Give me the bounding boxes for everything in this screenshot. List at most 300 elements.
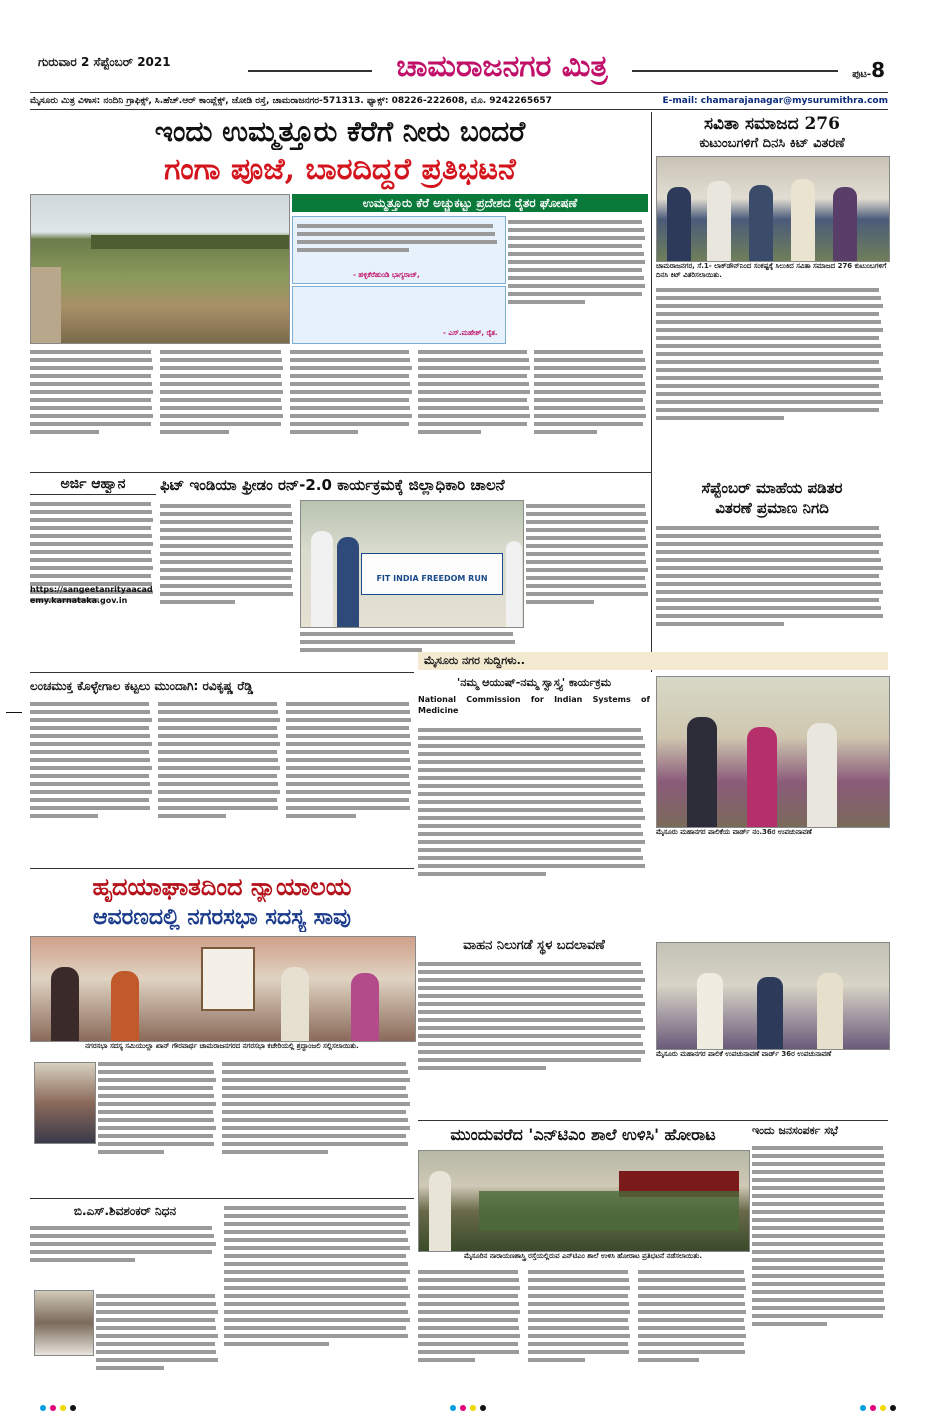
- text-line: [508, 300, 585, 304]
- text-line: [224, 1278, 406, 1282]
- text-line: [418, 350, 527, 354]
- text-line: [98, 1094, 214, 1098]
- text-line: [160, 544, 293, 548]
- ayush-headline: 'ನಮ್ಮ ಆಯುಷ್-ನಮ್ಮ ಸ್ವಾಸ್ತ್ಯ' ಕಾರ್ಯಕ್ರಮ: [456, 676, 612, 689]
- text-line: [30, 358, 152, 362]
- text-line: [528, 1294, 628, 1298]
- text-line: [30, 430, 99, 434]
- text-line: [96, 1366, 164, 1370]
- magenta-mark-right: [870, 1405, 876, 1411]
- text-line: [30, 550, 151, 554]
- text-line: [158, 750, 277, 754]
- text-line: [158, 798, 277, 802]
- text-line: [526, 536, 646, 540]
- cyan-mark-right: [860, 1405, 866, 1411]
- text-line: [656, 312, 879, 316]
- text-line: [752, 1290, 883, 1294]
- text-line: [508, 252, 644, 256]
- text-line: [656, 384, 879, 388]
- section-rule-1: [30, 472, 652, 473]
- text-line: [30, 350, 151, 354]
- text-line: [158, 814, 226, 818]
- text-line: [418, 800, 641, 804]
- nidhana-headline: ಬಿ.ಎಸ್.ಶಿವಶಂಕರ್ ನಿಧನ: [73, 1204, 177, 1218]
- fit-india-banner: [361, 553, 503, 595]
- text-line: [286, 774, 409, 778]
- text-line: [418, 864, 645, 868]
- text-line: [286, 750, 409, 754]
- lanchamukta-headline: ಲಂಚಮುಕ್ತ ಕೊಳ್ಳೇಗಾಲ ಕಟ್ಟಲು ಮುಂದಾಗಿ: ರವಿಕೃಷ್ಣ ರೆಡ್ಡಿ: [30, 679, 254, 693]
- text-line: [656, 376, 883, 380]
- fit-india-body-a: [160, 500, 296, 646]
- text-line: [160, 366, 283, 370]
- text-line: [656, 574, 879, 578]
- text-line: [158, 782, 278, 786]
- text-line: [30, 774, 149, 778]
- ntm-caption: ಮೈಸೂರಿನ ನಾರಾಯಣಶಾಸ್ತ್ರಿ ರಸ್ತೆಯಲ್ಲಿರುವ ಎನ್‌ಟಿಎಂ ಶಾಲೆ ಉಳಿಸಿ ಹೋರಾಟ ಪ್ರತಿಭಟನೆ ನಡೆಸಲಾಯಿತು.: [463, 1252, 703, 1260]
- text-line: [30, 558, 152, 562]
- portrait-frame: [201, 947, 255, 1011]
- person-figure-1: [667, 187, 691, 261]
- text-line: [418, 374, 527, 378]
- text-line: [418, 1358, 475, 1362]
- lead-body-col-a: [508, 216, 648, 342]
- nidhana-body: [30, 1222, 220, 1286]
- text-line: [752, 1234, 885, 1238]
- arji-body: [30, 498, 156, 646]
- text-line: [656, 296, 881, 300]
- text-line: [526, 576, 645, 580]
- nidhana-body-b: [96, 1290, 220, 1400]
- text-line: [30, 806, 150, 810]
- text-line: [418, 422, 527, 426]
- text-line: [526, 592, 648, 596]
- text-line: [656, 304, 883, 308]
- text-line: [98, 1126, 216, 1130]
- text-line: [224, 1262, 408, 1266]
- newspaper-title: ಚಾಮರಾಜನಗರ ಮಿತ್ರ: [372, 50, 632, 84]
- text-line: [96, 1302, 216, 1306]
- text-line: [286, 742, 411, 746]
- text-line: [96, 1294, 215, 1298]
- text-line: [752, 1298, 884, 1302]
- person-figure-3: [749, 185, 773, 261]
- text-line: [222, 1134, 406, 1138]
- text-line: [418, 848, 641, 852]
- text-line: [30, 782, 150, 786]
- text-line: [508, 236, 645, 240]
- lead-body-col-e: [418, 346, 532, 470]
- text-line: [418, 986, 641, 990]
- text-line: [752, 1274, 884, 1278]
- text-line: [534, 414, 646, 418]
- person-figure-2: [707, 181, 731, 261]
- person-figure-14: [757, 977, 783, 1049]
- text-line: [418, 816, 645, 820]
- text-line: [160, 430, 229, 434]
- text-line: [418, 728, 641, 732]
- text-line: [638, 1342, 744, 1346]
- text-line: [96, 1318, 215, 1322]
- text-line: [656, 542, 883, 546]
- text-line: [30, 566, 153, 570]
- text-line: [290, 414, 412, 418]
- jana-body: [752, 1142, 888, 1400]
- text-line: [534, 398, 643, 402]
- black-mark: [70, 1405, 76, 1411]
- text-line: [418, 752, 641, 756]
- text-line: [160, 592, 293, 596]
- text-line: [96, 1342, 215, 1346]
- text-line: [418, 1042, 643, 1046]
- text-line: [534, 382, 645, 386]
- text-line: [656, 408, 879, 412]
- text-line: [418, 390, 530, 394]
- page-label: ಪುಟ-: [852, 69, 872, 80]
- fit-india-photo: [300, 500, 524, 628]
- text-line: [30, 718, 152, 722]
- text-line: [752, 1250, 884, 1254]
- text-line: [752, 1314, 883, 1318]
- text-line: [528, 1270, 628, 1274]
- arji-url[interactable]: https://sangeetanrityaacademy.karnataka.gov.in: [30, 585, 153, 605]
- text-line: [30, 702, 149, 706]
- text-line: [222, 1062, 406, 1066]
- person-figure-10: [111, 971, 139, 1041]
- hrudaya-headline-1: ಹೃದಯಾಘಾತದಿಂದ ನ್ಯಾಯಾಲಯ: [92, 872, 352, 901]
- mysuru-campaign-photo-2: [656, 942, 890, 1050]
- text-line: [528, 1278, 629, 1282]
- text-line: [30, 374, 151, 378]
- text-line: [638, 1326, 745, 1330]
- text-line: [158, 734, 278, 738]
- ntm-body-a: [418, 1266, 522, 1400]
- text-line: [286, 702, 409, 706]
- text-line: [638, 1270, 744, 1274]
- text-line: [158, 710, 278, 714]
- text-line: [286, 718, 411, 722]
- text-line: [224, 1294, 410, 1298]
- savitha-headline-1: ಸವಿತಾ ಸಮಾಜದ 276: [704, 114, 840, 134]
- text-line: [160, 406, 282, 410]
- text-line: [98, 1062, 213, 1066]
- text-line: [418, 1318, 518, 1322]
- text-line: [30, 382, 152, 386]
- text-line: [752, 1258, 885, 1262]
- text-line: [30, 526, 151, 530]
- text-line: [224, 1230, 406, 1234]
- text-line: [418, 744, 645, 748]
- lead-headline-1: [40, 114, 640, 150]
- text-line: [96, 1334, 218, 1338]
- runner-figure-3: [506, 541, 522, 627]
- mysuru-photo-1-caption: ಮೈಸೂರು ಮಹಾನಗರ ಪಾಲಿಕೆಯ ವಾರ್ಡ್ ನಂ.36ರ ಉಪಚುನಾವಣೆ: [656, 828, 812, 836]
- person-figure-5: [833, 187, 857, 261]
- text-line: [30, 726, 149, 730]
- text-line: [534, 422, 643, 426]
- text-line: [418, 1286, 520, 1290]
- ntm-body-b: [528, 1266, 632, 1400]
- hrudaya-headline-2: ಆವರಣದಲ್ಲಿ ನಗರಸಭಾ ಸದಸ್ಯ ಸಾವು: [93, 904, 351, 930]
- text-line: [286, 782, 410, 786]
- savitha-photo: [656, 156, 890, 262]
- text-line: [297, 248, 409, 252]
- savitha-body: [656, 284, 888, 472]
- text-line: [638, 1294, 744, 1298]
- ntm-protest-photo: [418, 1150, 750, 1252]
- text-line: [300, 640, 515, 644]
- right-column-rule: [651, 112, 652, 672]
- text-line: [526, 504, 645, 508]
- text-line: [224, 1318, 410, 1322]
- person-figure-7: [747, 727, 777, 827]
- text-line: [286, 734, 410, 738]
- text-line: [528, 1342, 628, 1346]
- text-line: [418, 1034, 641, 1038]
- vehicle-headline: ವಾಹನ ನಿಲುಗಡೆ ಸ್ಥಳ ಬದಲಾವಣೆ: [463, 938, 605, 953]
- text-line: [222, 1150, 328, 1154]
- text-line: [418, 414, 530, 418]
- text-line: [418, 776, 641, 780]
- text-line: [158, 766, 280, 770]
- text-line: [418, 792, 645, 796]
- text-line: [286, 766, 411, 770]
- text-line: [638, 1350, 745, 1354]
- text-line: [30, 1242, 216, 1246]
- address-bar: [30, 92, 888, 110]
- text-line: [534, 406, 645, 410]
- runner-figure-1: [311, 531, 333, 627]
- cyan-mark-center: [450, 1405, 456, 1411]
- text-line: [222, 1070, 408, 1074]
- text-line: [752, 1210, 885, 1214]
- text-line: [290, 390, 412, 394]
- text-line: [656, 392, 881, 396]
- ayush-body: [418, 724, 650, 934]
- runner-figure-2: [337, 537, 359, 627]
- text-line: [30, 390, 153, 394]
- text-line: [222, 1118, 408, 1122]
- text-line: [160, 568, 293, 572]
- text-line: [656, 360, 879, 364]
- text-line: [160, 382, 282, 386]
- text-line: [638, 1318, 744, 1322]
- text-line: [158, 758, 278, 762]
- savitha-caption: ಚಾಮರಾಜನಗರ, ಸೆ.1- ಲಾಕ್‌ಡೌನ್‌ನಿಂದ ಸಂಕಷ್ಟಕ್ಕೆ ಸಿಲುಕಿದ ಸವಿತಾ ಸಮಾಜದ 276 ಕುಟುಂಬಗಳಿಗೆ ದಿನಸಿ ಕಿಟ್ ವಿತರಿಸಲಾಯಿತು.: [656, 262, 887, 279]
- text-line: [528, 1358, 585, 1362]
- text-line: [297, 240, 497, 244]
- text-line: [638, 1310, 746, 1314]
- text-line: [418, 978, 645, 982]
- hrudaya-photo: [30, 936, 416, 1042]
- hrudaya-body-c: [224, 1202, 414, 1400]
- text-line: [656, 416, 784, 420]
- text-line: [222, 1110, 406, 1114]
- text-line: [30, 1250, 212, 1254]
- text-line: [526, 528, 645, 532]
- fit-india-body-b: [526, 500, 650, 646]
- text-line: [30, 814, 98, 818]
- text-line: [656, 534, 881, 538]
- text-line: [160, 422, 281, 426]
- tree-line: [91, 235, 290, 249]
- text-line: [508, 244, 642, 248]
- member-portrait: [34, 1062, 96, 1144]
- text-line: [526, 544, 648, 548]
- text-line: [418, 808, 643, 812]
- text-line: [30, 414, 153, 418]
- section-rule-2: [30, 672, 414, 673]
- text-line: [290, 366, 412, 370]
- text-line: [418, 1010, 641, 1014]
- text-line: [418, 1270, 518, 1274]
- text-line: [418, 736, 643, 740]
- savitha-headline-2: ಕುಟುಂಬಗಳಿಗೆ ದಿನಸಿ ಕಿಟ್ ವಿತರಣೆ: [699, 136, 845, 151]
- text-line: [222, 1102, 410, 1106]
- hrudaya-body-a: [98, 1058, 218, 1196]
- text-line: [222, 1126, 410, 1130]
- text-line: [290, 382, 410, 386]
- quote-1-text: [297, 220, 501, 268]
- text-line: [224, 1214, 408, 1218]
- text-line: [158, 806, 278, 810]
- text-line: [752, 1162, 885, 1166]
- lead-subhead: ಉಮ್ಮತ್ತೂರು ಕೆರೆ ಅಚ್ಚುಕಟ್ಟು ಪ್ರದೇಶದ ರೈತರ ಘೋಷಣೆ: [292, 194, 648, 212]
- text-line: [418, 358, 529, 362]
- text-line: [418, 1066, 546, 1070]
- office-email: E-mail: chamarajanagar@mysurumithra.com: [662, 96, 888, 106]
- text-line: [526, 520, 648, 524]
- text-line: [30, 510, 152, 514]
- text-line: [224, 1326, 406, 1330]
- fold-mark: [6, 712, 22, 713]
- text-line: [752, 1194, 883, 1198]
- text-line: [418, 840, 645, 844]
- text-line: [526, 512, 646, 516]
- text-line: [160, 536, 292, 540]
- lead-body-col-d: [290, 346, 414, 470]
- text-line: [160, 584, 292, 588]
- text-line: [222, 1086, 406, 1090]
- text-line: [418, 366, 530, 370]
- text-line: [534, 374, 643, 378]
- text-line: [30, 742, 152, 746]
- text-line: [526, 584, 646, 588]
- text-line: [418, 1326, 519, 1330]
- text-line: [96, 1326, 216, 1330]
- text-line: [418, 1278, 519, 1282]
- text-line: [30, 518, 153, 522]
- text-line: [286, 710, 410, 714]
- text-line: [418, 1026, 645, 1030]
- text-line: [418, 856, 643, 860]
- text-line: [158, 718, 280, 722]
- text-line: [160, 398, 281, 402]
- text-line: [30, 422, 151, 426]
- lead-body-col-b: [30, 346, 156, 470]
- mysuru-news-label: ಮೈಸೂರು ನಗರ ಸುದ್ದಿಗಳು..: [424, 654, 525, 667]
- text-line: [98, 1086, 213, 1090]
- text-line: [224, 1334, 408, 1338]
- ayush-body-lead: [418, 694, 650, 722]
- text-line: [752, 1186, 885, 1190]
- fit-india-banner-text: FIT INDIA FREEDOM RUN: [376, 574, 488, 583]
- text-line: [418, 1302, 519, 1306]
- text-line: [656, 598, 879, 602]
- text-line: [30, 1258, 135, 1262]
- text-line: [30, 534, 152, 538]
- lanchamukta-body-b: [158, 698, 282, 866]
- text-line: [534, 366, 646, 370]
- text-line: [656, 558, 881, 562]
- text-line: [98, 1150, 164, 1154]
- text-line: [418, 1334, 520, 1338]
- hrudaya-caption: ನಗರಸಭಾ ಸದಸ್ಯ ಸಮಿಯುಲ್ಲಾ ಖಾನ್ ಗೌರವಾರ್ಥ ಚಾಮರಾಜನಗರದ ನಗರಸಭಾ ಕಚೇರಿಯಲ್ಲಿ ಶ್ರದ್ಧಾಂಜಲಿ ಸಲ್ಲಿಸಲಾಯಿತು.: [85, 1042, 359, 1050]
- text-line: [656, 328, 883, 332]
- text-line: [160, 504, 291, 508]
- text-line: [96, 1350, 216, 1354]
- text-line: [656, 550, 879, 554]
- text-line: [30, 766, 152, 770]
- text-line: [224, 1342, 329, 1346]
- text-line: [98, 1110, 213, 1114]
- text-line: [534, 350, 643, 354]
- mysuru-campaign-photo-1: [656, 676, 890, 828]
- text-line: [534, 430, 597, 434]
- text-line: [98, 1078, 216, 1082]
- yellow-mark-center: [470, 1405, 476, 1411]
- text-line: [534, 390, 646, 394]
- text-line: [752, 1322, 827, 1326]
- text-line: [160, 528, 291, 532]
- text-line: [224, 1270, 410, 1274]
- text-line: [98, 1070, 214, 1074]
- text-line: [30, 1234, 214, 1238]
- text-line: [656, 368, 881, 372]
- text-line: [418, 1342, 518, 1346]
- text-line: [286, 814, 356, 818]
- quote-1-author: - ಹಳ್ಳಿಕೆರೆಹುಂಡಿ ಭಾಗ್ಯರಾಜ್,: [353, 271, 420, 279]
- person-figure-12: [351, 973, 379, 1041]
- text-line: [638, 1286, 746, 1290]
- text-line: [418, 1058, 641, 1062]
- september-headline-2: ವಿತರಣೆ ಪ್ರಮಾಣ ನಿಗದಿ: [715, 499, 829, 517]
- text-line: [528, 1334, 630, 1338]
- lanchamukta-body-c: [286, 698, 414, 866]
- text-line: [528, 1326, 629, 1330]
- text-line: [418, 1018, 643, 1022]
- text-line: [224, 1286, 408, 1290]
- text-line: [286, 726, 409, 730]
- text-line: [656, 288, 879, 292]
- text-line: [656, 336, 879, 340]
- obituary-portrait: [34, 1290, 94, 1356]
- text-line: [160, 390, 283, 394]
- text-line: [290, 358, 410, 362]
- text-line: [290, 422, 409, 426]
- text-line: [656, 526, 879, 530]
- text-line: [528, 1318, 628, 1322]
- yellow-mark: [60, 1405, 66, 1411]
- ayush-highlight: National Commission for Indian Systems of Medicine: [418, 695, 650, 715]
- seated-crowd: [479, 1191, 739, 1231]
- text-line: [30, 710, 150, 714]
- ntm-headline: ಮುಂದುವರೆದ 'ಎನ್‌ಟಿಎಂ ಶಾಲೆ ಉಳಿಸಿ' ಹೋರಾಟ: [450, 1125, 716, 1144]
- text-line: [160, 552, 291, 556]
- text-line: [160, 576, 291, 580]
- person-figure-11: [281, 967, 309, 1041]
- person-figure-15: [817, 973, 843, 1049]
